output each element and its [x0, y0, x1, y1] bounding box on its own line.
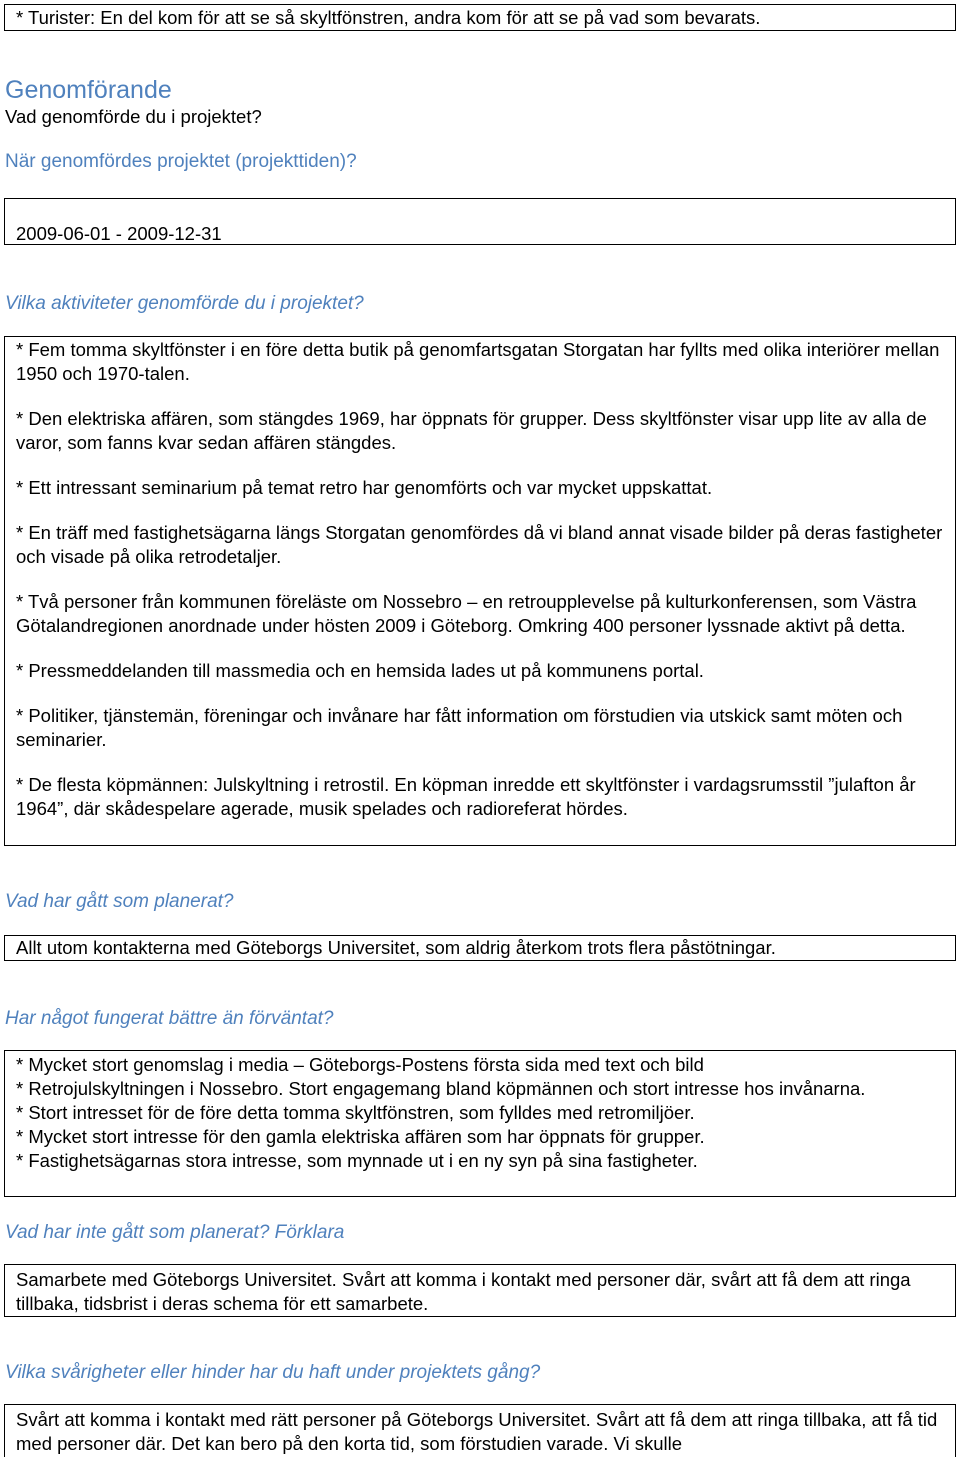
period-text: 2009-06-01 - 2009-12-31 [16, 223, 222, 244]
activity-item: * Politiker, tjänstemän, föreningar och invånare har fått information om förstudien via utskick samt möten och seminarier. [16, 705, 903, 750]
turister-text: * Turister: En del kom för att se så skyltfönstren, andra kom för att se på vad som bevarats. [16, 7, 761, 28]
difficulties-answer-box [4, 1404, 956, 1457]
better-item: * Stort intresset för de före detta tomma skyltfönstren, som fylldes med retromiljöer. [16, 1102, 695, 1123]
question-better: Har något fungerat bättre än förväntat? [5, 1008, 334, 1029]
not-planned-answer-box [4, 1264, 956, 1317]
section-heading: Genomförande [5, 76, 172, 104]
question-difficulties: Vilka svårigheter eller hinder har du haft under projektets gång? [5, 1362, 541, 1383]
difficulties-text: Svårt att komma i kontakt med rätt personer på Göteborgs Universitet. Svårt att få dem att ringa tillbaka, att få tid med personer där. Det kan bero på den korta tid, som förstudien varade. Vi skulle [16, 1409, 938, 1454]
question-as-planned: Vad har gått som planerat? [5, 891, 234, 912]
activity-item: * En träff med fastighetsägarna längs Storgatan genomfördes då vi bland annat visade bilder på deras fastigheter och visade på olika retrodetaljer. [16, 522, 943, 567]
activities-answer-box [4, 336, 956, 846]
activity-item: * De flesta köpmännen: Julskyltning i retrostil. En köpman inredde ett skyltfönster i vardagsrumsstil ”julafton år 1964”, där skådespelare agerade, musik spelades och radioreferat hördes. [16, 774, 916, 819]
better-item: * Mycket stort intresse för den gamla elektriska affären som har öppnats för grupper. [16, 1126, 705, 1147]
question-activities: Vilka aktiviteter genomförde du i projektet? [5, 293, 364, 314]
better-item: * Fastighetsägarnas stora intresse, som mynnade ut i en ny syn på sina fastigheter. [16, 1150, 698, 1171]
activity-item: * Två personer från kommunen föreläste om Nossebro – en retroupplevelse på kulturkonferensen, som Västra Götalandregionen anordnade under hösten 2009 i Göteborg. Omkring 400 personer lyssnade aktivt på detta. [16, 591, 917, 636]
activity-item: * Den elektriska affären, som stängdes 1969, har öppnats för grupper. Dess skyltfönster visar upp lite av alla de varor, som fanns kvar sedan affären stängdes. [16, 408, 927, 453]
not-planned-text: Samarbete med Göteborgs Universitet. Svårt att komma i kontakt med personer där, svårt att få dem att ringa tillbaka, tidsbrist i deras schema för ett samarbete. [16, 1269, 911, 1314]
question-when: När genomfördes projektet (projekttiden)? [5, 151, 357, 172]
question-not-planned: Vad har inte gått som planerat? Förklara [5, 1222, 345, 1243]
activity-item: * Pressmeddelanden till massmedia och en hemsida lades ut på kommunens portal. [16, 660, 704, 681]
section-subheading: Vad genomförde du i projektet? [5, 106, 262, 127]
as-planned-text: Allt utom kontakterna med Göteborgs Universitet, som aldrig återkom trots flera påstötningar. [16, 937, 776, 958]
better-answer-box [4, 1050, 956, 1197]
as-planned-answer-box [4, 935, 956, 961]
turister-answer-box [4, 4, 956, 31]
activity-item: * Fem tomma skyltfönster i en före detta butik på genomfartsgatan Storgatan har fyllts med olika interiörer mellan 1950 och 1970-talen. [16, 339, 940, 384]
period-answer-box [4, 198, 956, 245]
better-item: * Mycket stort genomslag i media – Göteborgs-Postens första sida med text och bild [16, 1054, 704, 1075]
better-item: * Retrojulskyltningen i Nossebro. Stort engagemang bland köpmännen och stort intresse hos invånarna. [16, 1078, 866, 1099]
activity-item: * Ett intressant seminarium på temat retro har genomförts och var mycket uppskattat. [16, 477, 713, 498]
